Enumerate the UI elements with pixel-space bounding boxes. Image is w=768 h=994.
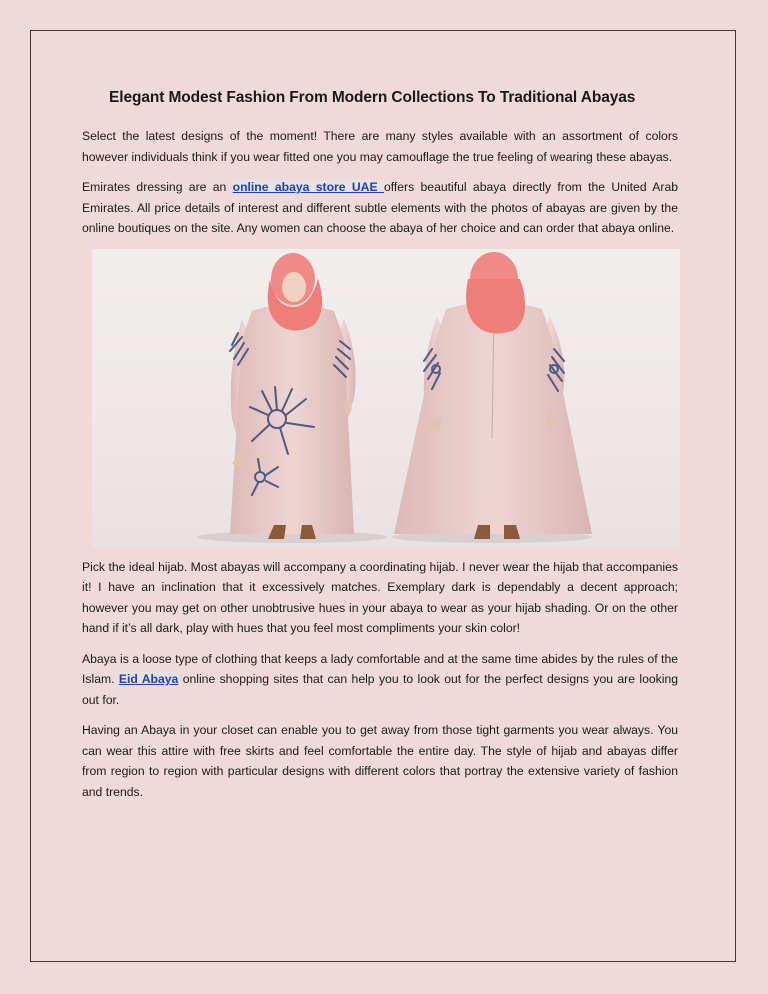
paragraph-closet: Having an Abaya in your closet can enable you to get away from those tight garments you wear always. You can wear this attire with free skirts and feel comfortable the entire day. The style of hijab and abayas differ from region to region with particular designs with different colors that portray the extensive variety of fashion and trends.: [82, 723, 678, 799]
article: [82, 88, 678, 812]
paragraph-emirates-rest: offers beautiful abaya directly from the United Arab Emirates. All price details of interest and different subtle elements with the photos of abayas are given by the online boutiques on the site. Any women can choose the abaya of her choice and can order that abaya online.: [82, 180, 678, 236]
paragraph-emirates-lead: Emirates dressing are an: [82, 180, 233, 195]
paragraph-islam-rest: online shopping sites that can help you to look out for the perfect designs you are looking out for.: [82, 672, 678, 707]
paragraph-intro: Select the latest designs of the moment! There are many styles available with an assortment of colors however individuals think if you wear fitted one you may camouflage the true feeling of wearing these abayas.: [82, 129, 678, 164]
paragraph-islam: [82, 649, 678, 711]
article-title: Elegant Modest Fashion From Modern Collections To Traditional Abayas: [109, 89, 636, 106]
online-abaya-store-link[interactable]: online abaya store UAE: [232, 180, 384, 195]
paragraph-islam-lead: Abaya is a loose type of clothing that keeps a lady comfortable and at the same time abides by the rules of the Islam.: [82, 651, 678, 687]
abaya-photo-illustration: [92, 249, 680, 547]
paragraph-hijab: Pick the ideal hijab. Most abayas will accompany a coordinating hijab. I never wear the hijab that accompanies it! I have an inclination that it excessively matches. Exemplary dark is dependably a decent approach; however you may get on other unobtrusive hues in your abaya to wear as your hijab shading. Or on the other hand if it’s all dark, play with hues that you feel most compliments your skin color!: [82, 559, 678, 636]
paragraph-emirates: [82, 177, 678, 239]
abaya-photo: [92, 249, 680, 547]
eid-abaya-link[interactable]: Eid Abaya: [118, 672, 179, 687]
